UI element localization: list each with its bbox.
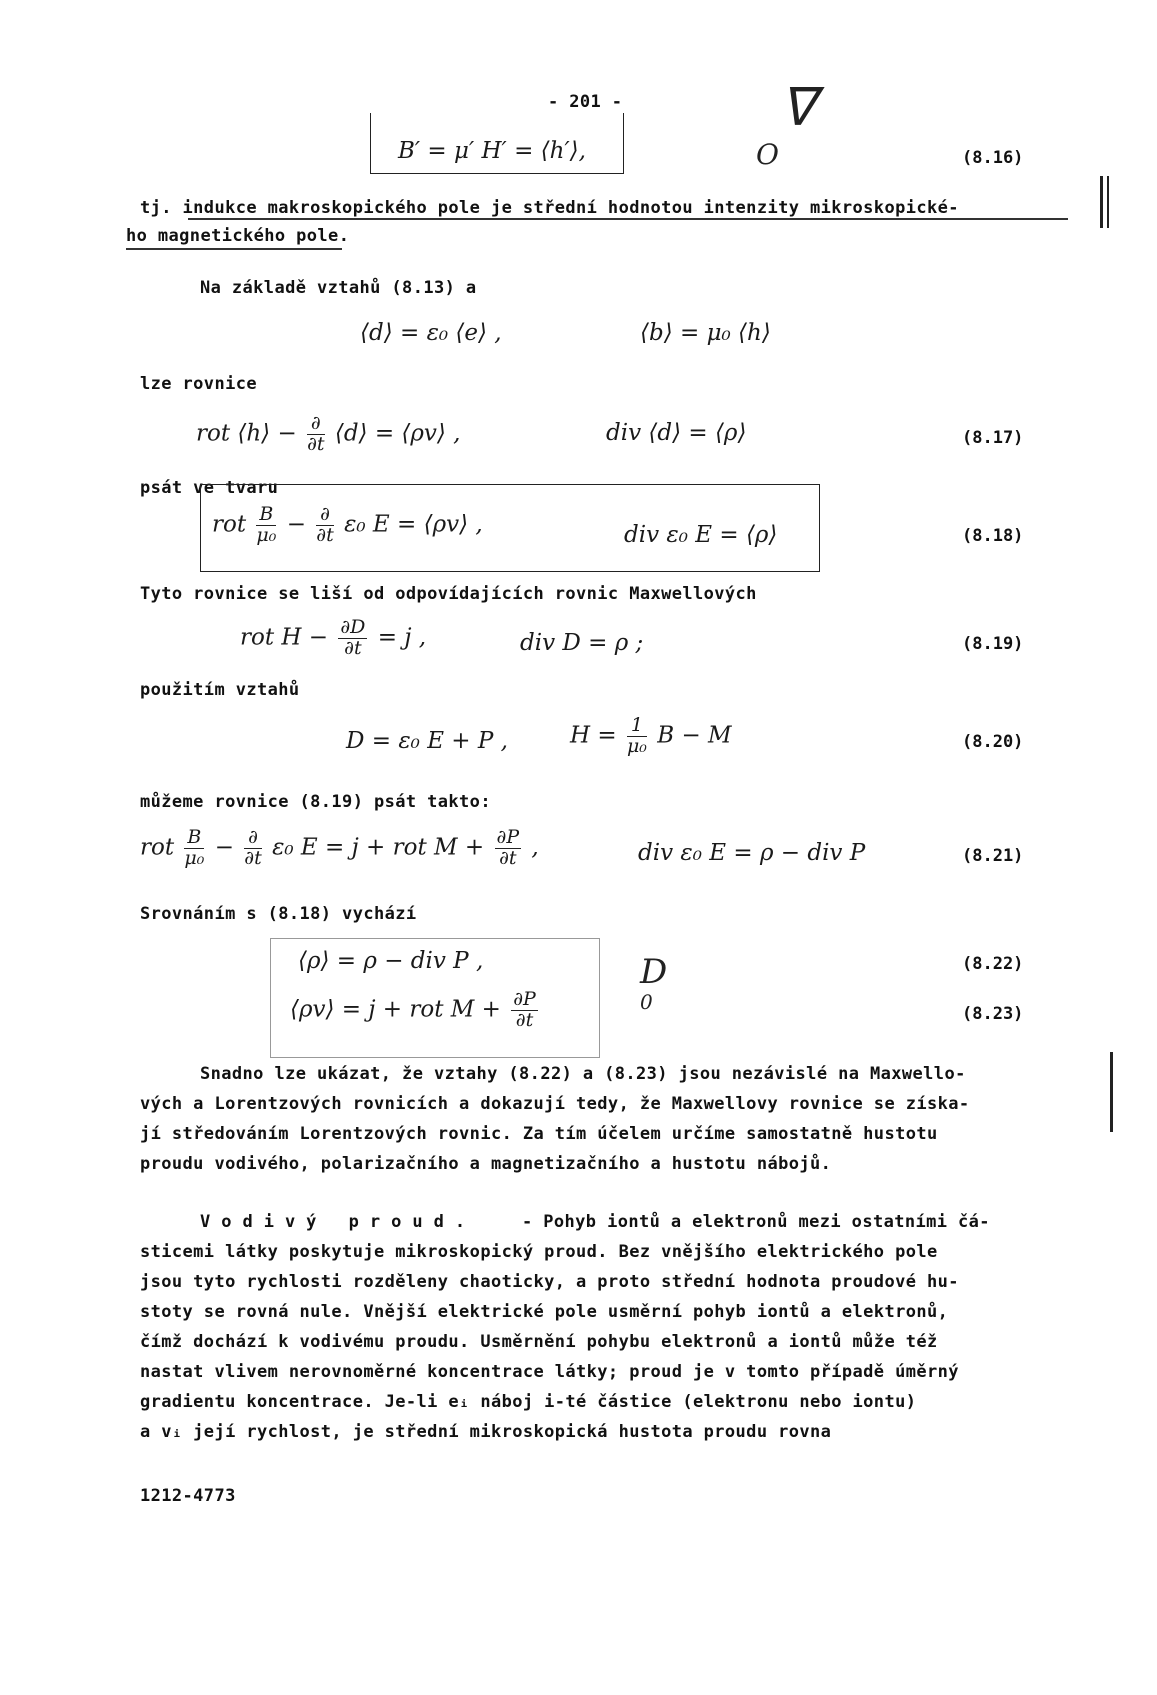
eq-8-21-mu0: μ₀	[184, 846, 205, 869]
eq-8-18-number: (8.18)	[962, 526, 1024, 546]
eq-8-21-left	[140, 828, 539, 869]
eq-8-17-number: (8.17)	[962, 428, 1024, 448]
eq-8-20-number: (8.20)	[962, 732, 1024, 752]
intro-8-13: Na základě vztahů (8.13) a	[200, 278, 477, 298]
margin-triangle-mark: ᐁ	[780, 78, 816, 138]
eq-8-19-part-b: = j ,	[377, 624, 427, 651]
margin-mid-o-mark: 0	[640, 990, 653, 1014]
vodivy-line-2: sticemi látky poskytuje mikroskopický proud. Bez vnějšího elektrického pole	[140, 1242, 938, 1262]
eq-8-19-derivative	[338, 618, 367, 659]
eq-8-20-rest: B − M	[657, 722, 732, 749]
underline-1	[188, 218, 1068, 220]
margin-mid-mark: D	[640, 952, 668, 992]
margin-bar-top-2	[1107, 176, 1109, 228]
eq-8-17-dt: ∂t	[307, 432, 325, 455]
eq-8-16-number: (8.16)	[962, 148, 1024, 168]
vodivy-heading: Vodivý proud.	[200, 1212, 477, 1232]
eq-8-19-left	[240, 618, 426, 659]
eq-8-19-dt: ∂t	[344, 636, 362, 659]
eq-8-21-dP-dt	[495, 828, 522, 869]
eq-8-17-derivative	[307, 414, 324, 455]
vodivy-line-1: - Pohyb iontů a elektronů mezi ostatními čá-	[522, 1212, 990, 1232]
vodivy-line-5: čímž dochází k vodivému proudu. Usměrnění pohybu elektronů a iontů může též	[140, 1332, 938, 1352]
eq-8-19-part-a: rot H −	[240, 624, 329, 651]
eq-8-20-one-over-mu	[627, 716, 647, 757]
eq-8-20-one: 1	[627, 716, 647, 737]
eq-8-16: B′ = μ′ H′ = ⟨h′⟩,	[398, 138, 586, 164]
psat-ve-tvaru: psát ve tvaru	[140, 478, 279, 498]
eq-8-18-minus: −	[286, 511, 306, 538]
eq-8-23	[290, 990, 541, 1031]
eq-8-18-derivative	[316, 505, 333, 546]
rel-8-13-right: ⟨b⟩ = μ₀ ⟨h⟩	[640, 320, 771, 346]
lze-rovnice: lze rovnice	[140, 374, 257, 394]
eq-8-18-right: div ε₀ E = ⟨ρ⟩	[624, 522, 778, 548]
pouzitim-vztahu: použitím vztahů	[140, 680, 300, 700]
eq-8-22-number: (8.22)	[962, 954, 1024, 974]
eq-8-21-B: B	[184, 828, 204, 849]
vodivy-line-8: a vᵢ její rychlost, je střední mikroskopická hustota proudu rovna	[140, 1422, 832, 1442]
footer-code: 1212-4773	[140, 1486, 236, 1506]
vodivy-line-7: gradientu koncentrace. Je-li eᵢ náboj i-té částice (elektronu nebo iontu)	[140, 1392, 917, 1412]
margin-bar-top	[1100, 176, 1103, 228]
vodivy-line-3: jsou tyto rychlosti rozděleny chaoticky, a proto střední hodnota proudové hu-	[140, 1272, 959, 1292]
eq-8-20-mu0: μ₀	[626, 734, 647, 757]
eq-8-23-main: ⟨ρv⟩ = j + rot M +	[290, 996, 501, 1023]
snadno-line-3: jí středováním Lorentzových rovnic. Za tím účelem určíme samostatně hustotu	[140, 1124, 938, 1144]
eq-8-21-comma: ,	[531, 834, 539, 861]
eq-8-21-b-over-mu	[184, 828, 204, 869]
eq-8-21-dt2: ∂t	[499, 846, 517, 869]
eq-8-21-derivative	[244, 828, 261, 869]
eq-8-17-d: ∂	[307, 414, 324, 435]
eq-8-21-dt: ∂t	[244, 846, 262, 869]
eq-8-21-dP: ∂P	[496, 826, 520, 848]
eq-8-18-rest: ε₀ E = ⟨ρv⟩ ,	[344, 511, 483, 538]
margin-circle-mark: O	[756, 138, 779, 171]
vodivy-line-4: stoty se rovná nule. Vnější elektrické pole usměrní pohyb iontů a elektronů,	[140, 1302, 949, 1322]
eq-8-17-part-a: rot ⟨h⟩ −	[196, 420, 297, 447]
tyto-rovnice: Tyto rovnice se liší od odpovídajících rovnic Maxwellových	[140, 584, 757, 604]
snadno-line-4: proudu vodivého, polarizačního a magnetizačního a hustotu nábojů.	[140, 1154, 832, 1174]
eq-8-20-left: D = ε₀ E + P ,	[346, 728, 508, 754]
eq-8-17-right: div ⟨d⟩ = ⟨ρ⟩	[606, 420, 747, 446]
eq-8-17-part-b: ⟨d⟩ = ⟨ρv⟩ ,	[334, 420, 461, 447]
eq-8-21-d: ∂	[244, 828, 261, 849]
eq-8-19-number: (8.19)	[962, 634, 1024, 654]
rel-8-13-left: ⟨d⟩ = ε₀ ⟨e⟩ ,	[360, 320, 502, 346]
eq-8-21-minus: −	[214, 834, 234, 861]
eq-8-21-rest: ε₀ E = j + rot M +	[272, 834, 485, 861]
eq-8-23-dt: ∂t	[515, 1008, 534, 1031]
eq-8-18-mu0: μ₀	[256, 523, 277, 546]
eq-8-20-h: H =	[570, 722, 617, 749]
eq-8-20-right	[570, 716, 732, 757]
eq-8-18-left	[212, 505, 483, 546]
eq-8-18-rot: rot	[212, 511, 247, 538]
eq-8-21-rot: rot	[140, 834, 175, 861]
eq-8-22: ⟨ρ⟩ = ρ − div P ,	[298, 948, 484, 974]
eq-8-17-left	[196, 414, 461, 455]
para-8-16-line2: ho magnetického pole.	[126, 226, 350, 246]
eq-8-18-b-over-mu	[256, 505, 276, 546]
eq-8-19-right: div D = ρ ;	[520, 630, 644, 656]
eq-8-19-dD: ∂D	[340, 616, 366, 638]
eq-8-18-d: ∂	[316, 505, 333, 526]
vodivy-line-6: nastat vlivem nerovnoměrné koncentrace látky; proud je v tomto případě úměrný	[140, 1362, 959, 1382]
eq-8-18-B: B	[256, 505, 276, 526]
page-number: - 201 -	[548, 92, 623, 112]
underline-2	[126, 248, 342, 250]
srovnanim: Srovnáním s (8.18) vychází	[140, 904, 417, 924]
muzeme-rovnice: můžeme rovnice (8.19) psát takto:	[140, 792, 491, 812]
eq-8-18-dt: ∂t	[316, 523, 334, 546]
snadno-line-1: Snadno lze ukázat, že vztahy (8.22) a (8.23) jsou nezávislé na Maxwello-	[200, 1064, 966, 1084]
eq-8-23-dP: ∂P	[513, 988, 536, 1010]
eq-8-23-dP-dt	[511, 990, 538, 1031]
eq-8-21-number: (8.21)	[962, 846, 1024, 866]
eq-8-23-number: (8.23)	[962, 1004, 1024, 1024]
para-8-16-line1: tj. indukce makroskopického pole je střední hodnotou intenzity mikroskopické-	[140, 198, 959, 218]
snadno-line-2: vých a Lorentzových rovnicích a dokazují tedy, že Maxwellovy rovnice se získa-	[140, 1094, 970, 1114]
eq-8-21-right: div ε₀ E = ρ − div P	[638, 840, 866, 866]
margin-bar-mid	[1110, 1052, 1113, 1132]
